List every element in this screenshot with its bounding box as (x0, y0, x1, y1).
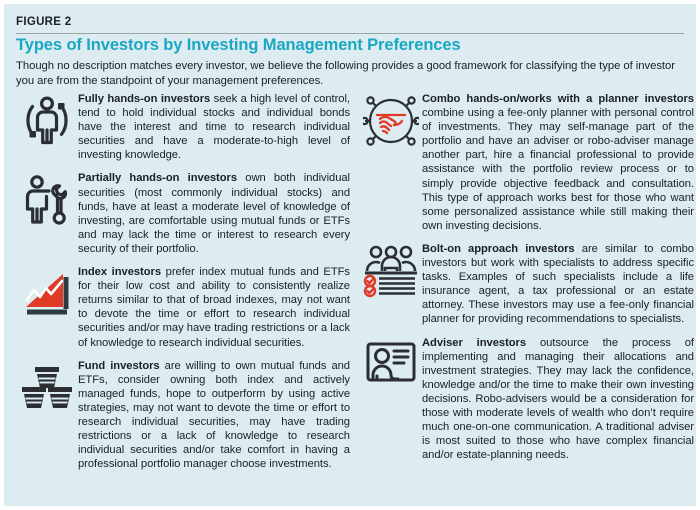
figure-title: Types of Investors by Investing Management Preferences (16, 36, 461, 54)
investor-type-fully-hands-on (16, 92, 350, 162)
figure-intro-text: Though no description matches every investor, we believe the following provides a good framework for classifying the type of investor you are from the standpoint of your management preferences. (16, 60, 675, 87)
investor-type-text: are similar to combo investors but work with specialists to address specific tasks. Examples of such specialists include a life insurance agent, a tax professional or an estate attorney. These investors may use a fee-only financial planner for providing recommendations to specialists. (422, 242, 694, 326)
right-column (360, 92, 694, 471)
investor-type-description (422, 242, 694, 327)
investor-type-description (78, 171, 350, 256)
investor-type-text: are willing to own mutual funds and ETFs, consider owning both index and actively managed funds, hope to outperform by using active strategies, may not want to devote the time or effort to research individual securities, may have trading restrictions or a lack of knowledge to research individual securities and/or take comfort in having a professional portfolio manager choose investments. (78, 359, 350, 471)
investor-type-text: prefer index mutual funds and ETFs for their low cost and ability to consistently realize returns similar to that of broad indexes, may not want to devote the time or effort to research individual securities and/or may have trading restrictions or a lack of knowledge to research individual securities. (78, 266, 350, 349)
investor-type-term: Partially hands-on investors (78, 172, 238, 185)
investor-type-adviser (360, 336, 694, 463)
investor-type-term: Fund investors (78, 359, 160, 372)
left-column (16, 92, 350, 480)
investor-type-fund (16, 359, 350, 472)
investor-type-description (78, 265, 350, 350)
investor-type-partially-hands-on (16, 171, 350, 256)
figure-divider (16, 33, 684, 34)
investor-type-term: Bolt-on approach investors (422, 242, 575, 255)
investor-type-combo-hands-on (360, 92, 694, 233)
investor-type-text: seek a high level of control, tend to hold individual stocks and individual bonds have the interest and time to research individual securities and have a moderate-to-high level of investing knowledge. (78, 93, 350, 162)
investor-type-description (78, 359, 350, 472)
figure-panel (4, 4, 696, 506)
figure-label: FIGURE 2 (16, 16, 72, 28)
investor-type-term: Combo hands-on/works with a planner investors (422, 93, 694, 105)
investor-type-bolt-on (360, 242, 694, 327)
person-with-rotation-arrows-icon (16, 92, 78, 148)
investor-type-term: Adviser investors (422, 336, 527, 349)
team-with-checklist-icon (360, 242, 422, 298)
fund-baskets-icon (16, 359, 78, 415)
adviser-presenting-icon (360, 336, 422, 392)
investor-type-index (16, 265, 350, 350)
investor-type-term: Index investors (78, 266, 162, 279)
person-with-wrench-icon (16, 171, 78, 227)
investor-type-term: Fully hands-on investors (78, 93, 211, 105)
handshake-network-icon (360, 92, 422, 148)
investor-type-text: outsource the process of implementing and managing their allocations and investment strategies. They may lack the confidence, knowledge and/or the time to make their own investing decisions. Robo-advisers would be a consideration for those with moderate levels of wealth who don’t require much one-on-one communication. A traditional adviser is most suited to those who have complex financial and/or estate-planning needs. (422, 336, 694, 462)
investor-type-description (78, 92, 350, 162)
rising-chart-icon (16, 265, 78, 321)
investor-type-description (422, 336, 694, 463)
investor-type-text: combine using a fee-only planner with personal control of investments. They may self-manage part of the portfolio and have an adviser or robo-adviser manage another part, hire a financial professional to provide assistance with the portfolio review process or to simply provide objective feedback and consultation. This type of approach works best for those who want some personalized assistance while still making their own investing decisions. (422, 107, 694, 232)
investor-type-description (422, 92, 694, 233)
investor-type-text: own both individual securities (most commonly individual stocks) and funds, have at least a moderate level of knowledge of investing, are comfortable using mutual funds or ETFs and may lack the time or interest to research every security of their portfolio. (78, 172, 351, 255)
